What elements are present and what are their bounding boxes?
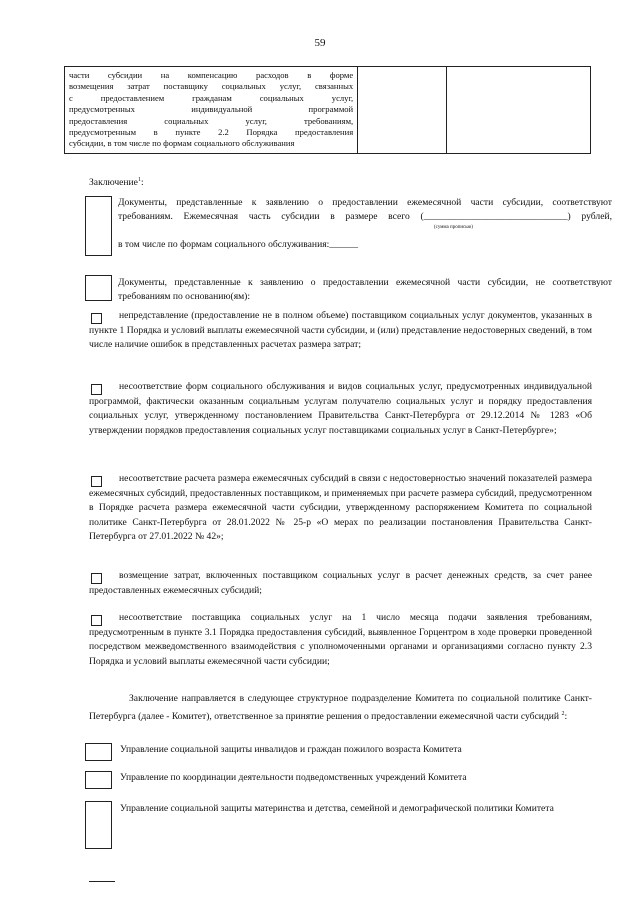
not-conforms-line-2: требованиям по основанию(ям):: [118, 291, 251, 302]
direction-paragraph: Заключение направляется в следующее структурное подразделение Комитета по социальной политике Санкт-Петербурга (далее - Комитет), ответственное за принятие решения о предоставлении ежемесячной части субсидий $^2$:: [89, 693, 592, 722]
footnote-ref: 1: [137, 177, 141, 183]
ground-5: несоответствие поставщика социальных услуг на 1 число месяца подачи заявления требованиям, предусмотренным в пункте 3.1 Порядка предоставления субсидий, выявленное Горцентром в ходе проверки проведенной посредством межведомственного взаимодействия с уполномоченными органами и организациями согласно пункту 2.3 Порядка и условий выплаты ежемесячной части субсидии;: [89, 612, 592, 667]
conforms-line-3: в том числе по формам социального обслуживания:______: [118, 239, 359, 250]
table-cell-empty[interactable]: [446, 67, 590, 154]
ground-3: несоответствие расчета размера ежемесячных субсидий в связи с недостоверностью значений показателей размера ежемесячных субсидий, предоставленных поставщиком, и применяемых при расчете размера субсидий, предусмотренном в Порядке расчета размера ежемесячной части субсидии, утвержденному распоряжением Комитета по социальной политике Санкт-Петербурга от 28.01.2022 № 25-р «О мерах по реализации постановления Правительства Санкт-Петербурга от 27.01.2022 № 42»;: [89, 473, 592, 542]
ground-4: возмещение затрат, включенных поставщиком социальных услуг в расчет денежных средств, за счет ранее предоставленных ежемесячных субсидий;: [89, 570, 592, 596]
table-cell-description: [65, 67, 358, 154]
conforms-line-1: Документы, представленные к заявлению о предоставлении ежемесячной части субсидии, соответствуют: [118, 197, 612, 208]
department-2: Управление по координации деятельности подведомственных учреждений Комитета: [120, 772, 467, 783]
ground-1: непредставление (предоставление не в полном объеме) поставщиком социальных услуг документов, указанных в пункте 1 Порядка и условий выплаты ежемесячной части субсидии, и (или) представление недостоверных сведений, в том числе наличие ошибок в представленных расчетах размера затрат;: [89, 310, 592, 350]
ground-2: несоответствие форм социального обслуживания и видов социальных услуг, предусмотренных индивидуальной программой, фактически оказанным социальным услугам получателю социальных услуг и порядку предоставления социальных услуг, утвержденному постановлением Правительства Санкт-Петербурга от 29.12.2014 № 1283 «Об утверждении порядков предоставления социальных услуг поставщиками социальных услуг в Санкт-Петербурге»;: [89, 381, 592, 436]
department-checkbox[interactable]: [85, 743, 112, 761]
conclusion-heading: Заключение$^1$:: [89, 177, 144, 189]
department-checkbox[interactable]: [85, 801, 112, 849]
table-line: предусмотренных индивидуальной программой: [69, 104, 354, 115]
conforms-checkbox[interactable]: [85, 196, 112, 256]
top-table: [64, 66, 591, 154]
table-cell-empty[interactable]: [358, 67, 447, 154]
table-line: возмещения затрат поставщику социальных услуг, связанных: [69, 81, 354, 92]
not-conforms-checkbox[interactable]: [85, 275, 112, 301]
table-line: предоставления социальных услуг, требованиям,: [69, 115, 354, 126]
department-1: Управление социальной защиты инвалидов и граждан пожилого возраста Комитета: [120, 744, 462, 755]
table-line: предусмотренным в пункте 2.2 Порядка предоставления: [69, 127, 354, 138]
table-line: с предоставлением гражданам социальных услуг,: [69, 92, 354, 103]
not-conforms-line-1: Документы, представленные к заявлению о предоставлении ежемесячной части субсидии, не соответствуют: [118, 277, 612, 288]
footnote-ref: 2: [561, 710, 565, 717]
department-checkbox[interactable]: [85, 771, 112, 789]
department-3: Управление социальной защиты материнства и детства, семейной и демографической политики Комитета: [120, 803, 554, 814]
table-line: субсидии, в том числе по формам социального обслуживания: [69, 138, 295, 149]
table-line: части субсидии на компенсацию расходов в форме: [69, 70, 354, 80]
page-number: 59: [314, 37, 326, 49]
conforms-line-2: требованиям. Ежемесячная часть субсидии в размере всего (______________________________) рублей,: [118, 211, 612, 222]
footnote-separator: [89, 881, 115, 882]
sum-hint: (сумма прописью): [434, 225, 473, 230]
